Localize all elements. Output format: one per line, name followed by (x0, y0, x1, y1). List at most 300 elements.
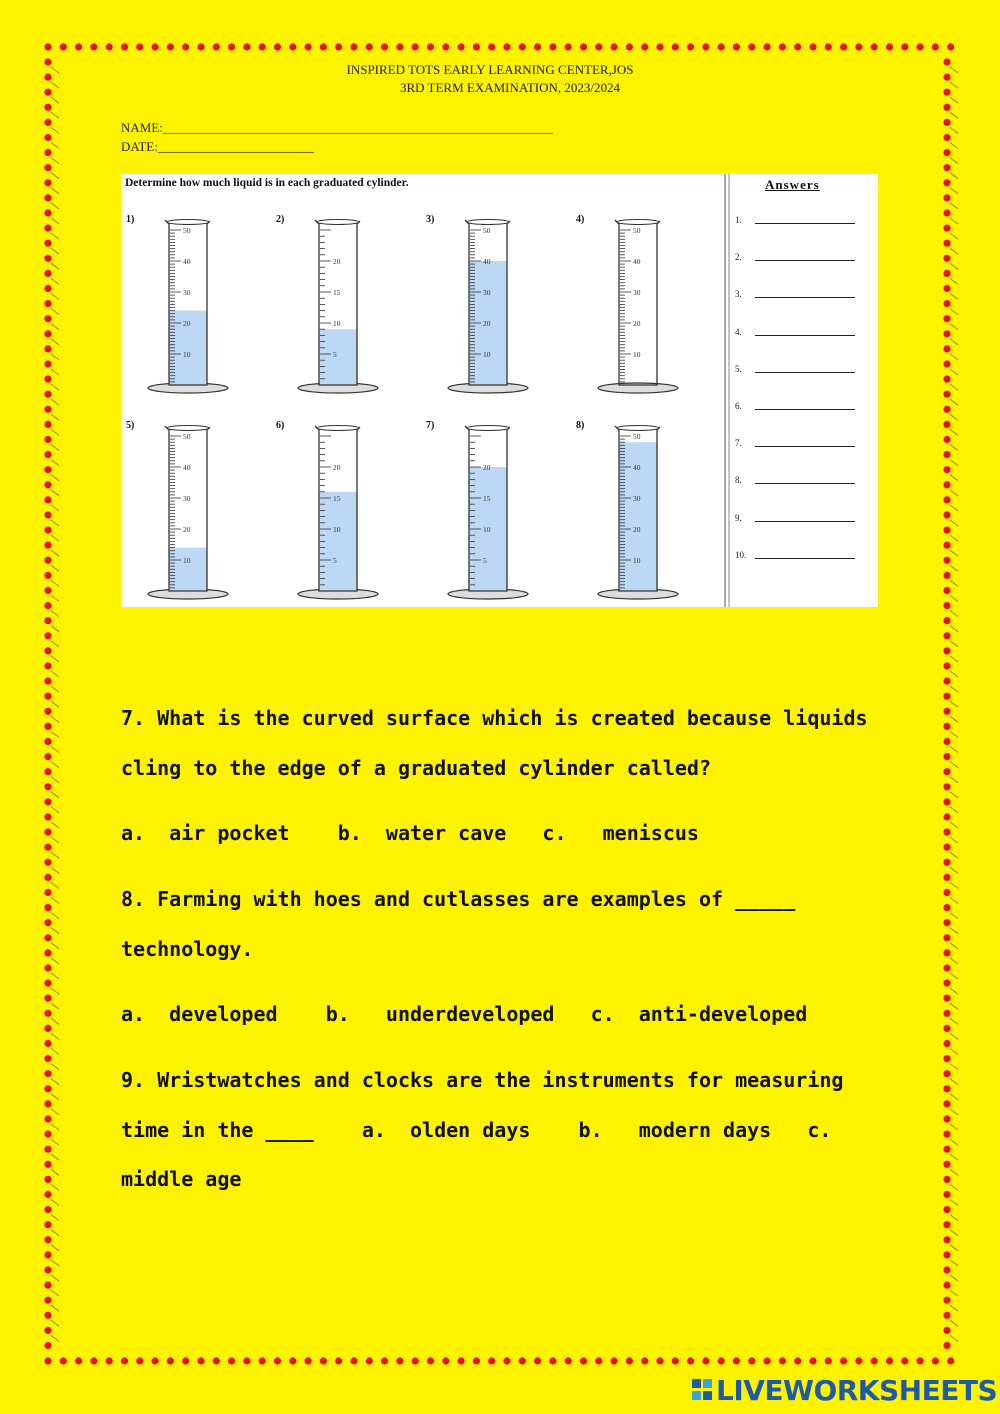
cylinder-tick-label: 10 (333, 319, 341, 328)
border-dash (51, 1018, 59, 1024)
border-dot (943, 300, 950, 307)
border-dash (51, 535, 59, 541)
border-dot (75, 43, 82, 50)
cylinder-label: 4) (576, 214, 585, 225)
cylinder-tick-label: 20 (483, 463, 491, 472)
border-dash (950, 278, 958, 284)
border-dot (44, 798, 51, 805)
border-dot (44, 1025, 51, 1032)
border-dot (901, 43, 908, 50)
border-dash (51, 445, 59, 451)
border-dash (51, 429, 59, 435)
border-dot (44, 1206, 51, 1213)
border-dash (51, 762, 59, 768)
border-dot (943, 708, 950, 715)
answer-blank[interactable] (755, 260, 855, 261)
border-dot (44, 587, 51, 594)
border-dot (855, 1357, 862, 1364)
answer-blank[interactable] (755, 446, 855, 447)
border-dot (611, 43, 618, 50)
border-dash (950, 460, 958, 466)
border-dash (950, 747, 958, 753)
border-dash (51, 1260, 59, 1266)
border-dash (950, 988, 958, 994)
border-dot (809, 1357, 816, 1364)
border-dot (44, 43, 51, 50)
border-dot (458, 1357, 465, 1364)
border-dot (350, 43, 357, 50)
border-dash (950, 490, 958, 496)
border-dot (943, 376, 950, 383)
border-dash (950, 354, 958, 360)
border-dot (396, 1357, 403, 1364)
border-dot (44, 678, 51, 685)
border-dot (44, 315, 51, 322)
border-dot (943, 1040, 950, 1047)
border-dash (51, 898, 59, 904)
liveworksheets-logo[interactable]: LIVEWORKSHEETS (716, 1374, 998, 1407)
border-dash (950, 1335, 958, 1341)
border-dot (595, 1357, 602, 1364)
border-dot (44, 406, 51, 413)
border-dash (51, 1033, 59, 1039)
border-dot (289, 43, 296, 50)
border-dash (950, 369, 958, 375)
border-dot (213, 43, 220, 50)
border-dot (943, 723, 950, 730)
answer-number: 10. (735, 549, 747, 560)
border-dash (950, 686, 958, 692)
border-dot (44, 209, 51, 216)
border-dash (950, 565, 958, 571)
border-dot (943, 632, 950, 639)
border-dash (950, 1049, 958, 1055)
border-dot (565, 1357, 572, 1364)
border-dot (943, 813, 950, 820)
border-dash (51, 1169, 59, 1175)
border-dash (51, 1184, 59, 1190)
border-dash (51, 671, 59, 677)
border-dot (44, 783, 51, 790)
border-dot (565, 43, 572, 50)
border-dot (44, 1221, 51, 1228)
cylinder-tick-label: 50 (633, 432, 641, 441)
border-dash (51, 354, 59, 360)
border-dot (167, 43, 174, 50)
border-dot (943, 496, 950, 503)
border-dot (825, 43, 832, 50)
border-dash (950, 1169, 958, 1175)
border-dash (51, 339, 59, 345)
border-dot (152, 43, 159, 50)
cylinders-figure (121, 174, 878, 607)
cylinder-tick-label: 20 (183, 525, 191, 534)
border-dot (943, 1312, 950, 1319)
border-dot (75, 1357, 82, 1364)
cylinder-rim (167, 220, 209, 225)
name-field[interactable]: NAME:____________________________________________________________ (121, 120, 553, 135)
cylinder-rim (467, 220, 509, 225)
border-dot (44, 481, 51, 488)
border-dot (44, 104, 51, 111)
answer-number: 8. (735, 475, 742, 486)
border-dot (943, 662, 950, 669)
border-dot (350, 1357, 357, 1364)
border-dot (943, 1327, 950, 1334)
border-dot (943, 753, 950, 760)
border-dot (943, 1191, 950, 1198)
border-dash (950, 656, 958, 662)
liveworksheets-logo-icon (690, 1377, 714, 1403)
border-dot (44, 889, 51, 896)
border-dot (943, 1085, 950, 1092)
cylinder-rim (617, 220, 659, 225)
cylinder-tick-label: 20 (633, 319, 641, 328)
cylinder-label: 7) (426, 420, 435, 431)
border-dot (702, 43, 709, 50)
border-dot (44, 542, 51, 549)
border-dot (943, 1251, 950, 1258)
border-dot (733, 43, 740, 50)
cylinder-tick-label: 10 (183, 350, 191, 359)
border-dot (943, 995, 950, 1002)
border-dot (44, 436, 51, 443)
border-dash (950, 580, 958, 586)
border-dot (943, 240, 950, 247)
border-dot (943, 436, 950, 443)
date-field[interactable]: DATE:________________________ (121, 139, 314, 154)
border-dash (950, 1200, 958, 1206)
border-dash (51, 143, 59, 149)
border-dash (950, 762, 958, 768)
cylinder-label: 1) (126, 214, 135, 225)
border-dash (51, 837, 59, 843)
border-dash (950, 203, 958, 209)
border-dash (950, 339, 958, 345)
border-dash (950, 263, 958, 269)
border-dash (950, 943, 958, 949)
border-dash (950, 505, 958, 511)
border-dot (44, 225, 51, 232)
border-dot (626, 43, 633, 50)
border-dash (51, 1335, 59, 1341)
border-dot (943, 1055, 950, 1062)
question-8-line-2: technology. (121, 937, 254, 961)
cylinder-tick-label: 5 (333, 556, 337, 565)
answer-blank[interactable] (755, 521, 855, 522)
border-dash (51, 414, 59, 420)
answer-number: 3. (735, 289, 742, 300)
border-dot (427, 1357, 434, 1364)
border-dot (943, 466, 950, 473)
border-dot (335, 1357, 342, 1364)
cylinder-tick-label: 50 (183, 432, 191, 441)
border-dash (950, 399, 958, 405)
border-dot (943, 617, 950, 624)
border-dash (950, 1320, 958, 1326)
border-dot (580, 43, 587, 50)
border-dot (943, 209, 950, 216)
border-dash (51, 792, 59, 798)
border-dot (44, 919, 51, 926)
border-dash (51, 611, 59, 617)
border-dash (950, 1018, 958, 1024)
border-dot (809, 43, 816, 50)
border-dash (950, 112, 958, 118)
border-dash (950, 475, 958, 481)
border-dash (51, 112, 59, 118)
border-dot (44, 602, 51, 609)
answer-blank[interactable] (755, 297, 855, 298)
border-dot (44, 1085, 51, 1092)
cylinder-tick-label: 5 (333, 350, 337, 359)
border-dash (51, 596, 59, 602)
border-dot (943, 1146, 950, 1153)
border-dash (950, 716, 958, 722)
border-dot (943, 391, 950, 398)
border-dash (950, 852, 958, 858)
border-dash (51, 958, 59, 964)
cylinder-tick-label: 10 (633, 556, 641, 565)
border-dash (950, 1139, 958, 1145)
border-dash (51, 867, 59, 873)
cylinder-tick-label: 20 (333, 257, 341, 266)
border-dash (51, 1230, 59, 1236)
border-dot (748, 1357, 755, 1364)
cylinder-rim (317, 426, 359, 431)
border-dot (943, 859, 950, 866)
border-dot (855, 43, 862, 50)
border-dash (950, 309, 958, 315)
border-dash (950, 731, 958, 737)
border-dot (442, 43, 449, 50)
border-dash (51, 460, 59, 466)
answer-blank[interactable] (755, 558, 855, 559)
border-dash (51, 324, 59, 330)
border-dot (44, 496, 51, 503)
border-dot (943, 647, 950, 654)
border-dash (51, 580, 59, 586)
border-dot (182, 43, 189, 50)
border-dash (950, 550, 958, 556)
border-dash (950, 837, 958, 843)
cylinder-tick-label: 15 (483, 494, 491, 503)
border-dot (943, 768, 950, 775)
border-dash (950, 1275, 958, 1281)
border-dash (950, 867, 958, 873)
border-dot (943, 964, 950, 971)
answer-blank[interactable] (755, 223, 855, 224)
border-dash (950, 701, 958, 707)
border-dot (412, 1357, 419, 1364)
border-dot (44, 980, 51, 987)
question-9-line-3[interactable]: middle age (121, 1167, 242, 1191)
border-dot (44, 859, 51, 866)
border-dot (44, 874, 51, 881)
cylinder-liquid (319, 329, 357, 385)
question-7-line-1: 7. What is the curved surface which is created because liquids (121, 706, 868, 730)
border-dash (950, 1230, 958, 1236)
border-dot (840, 43, 847, 50)
border-dash (51, 1049, 59, 1055)
border-dot (44, 1055, 51, 1062)
border-dash (950, 611, 958, 617)
border-dot (917, 43, 924, 50)
border-dash (51, 822, 59, 828)
border-dot (764, 1357, 771, 1364)
border-dot (381, 43, 388, 50)
border-dot (182, 1357, 189, 1364)
border-dot (534, 43, 541, 50)
border-dot (44, 693, 51, 700)
border-dot (503, 43, 510, 50)
border-dot (442, 1357, 449, 1364)
border-dash (51, 565, 59, 571)
border-dot (458, 43, 465, 50)
border-dot (943, 904, 950, 911)
border-dash (51, 1139, 59, 1145)
border-dot (943, 1297, 950, 1304)
cylinder-tick-label: 30 (483, 288, 491, 297)
border-dot (943, 678, 950, 685)
border-dot (320, 1357, 327, 1364)
answer-number: 1. (735, 215, 742, 225)
border-dot (44, 179, 51, 186)
border-dash (51, 686, 59, 692)
border-dot (672, 43, 679, 50)
border-dash (950, 188, 958, 194)
border-dot (44, 1040, 51, 1047)
border-dot (626, 1357, 633, 1364)
border-dot (366, 1357, 373, 1364)
border-dot (947, 43, 954, 50)
border-dot (943, 285, 950, 292)
border-dot (943, 1025, 950, 1032)
border-dash (51, 263, 59, 269)
border-dot (44, 300, 51, 307)
question-8-options[interactable]: a. developed b. underdeveloped c. anti-developed (121, 1002, 808, 1026)
border-dot (611, 1357, 618, 1364)
border-dash (950, 596, 958, 602)
border-dot (943, 421, 950, 428)
border-dash (51, 882, 59, 888)
border-dot (943, 527, 950, 534)
border-dot (656, 43, 663, 50)
question-9-line-2[interactable]: time in the ____ a. olden days b. modern days c. (121, 1118, 832, 1142)
border-dash (51, 520, 59, 526)
border-dot (44, 1131, 51, 1138)
border-dash (950, 520, 958, 526)
border-dot (943, 572, 950, 579)
answer-blank[interactable] (755, 409, 855, 410)
border-dot (44, 1115, 51, 1122)
border-dot (943, 949, 950, 956)
border-dot (106, 1357, 113, 1364)
border-dash (51, 1320, 59, 1326)
border-dash (51, 550, 59, 556)
border-dash (950, 1033, 958, 1039)
border-dot (943, 330, 950, 337)
border-dash (950, 1064, 958, 1070)
border-dash (950, 233, 958, 239)
border-dot (534, 1357, 541, 1364)
border-dash (950, 1245, 958, 1251)
border-dash (51, 1109, 59, 1115)
border-dot (687, 1357, 694, 1364)
border-dot (943, 874, 950, 881)
answer-number: 4. (735, 326, 742, 337)
border-dot (44, 829, 51, 836)
border-dot (917, 1357, 924, 1364)
border-dot (943, 119, 950, 126)
border-dot (748, 43, 755, 50)
answers-title: Answers (765, 177, 820, 192)
border-dash (51, 716, 59, 722)
border-dash (51, 852, 59, 858)
border-dot (503, 1357, 510, 1364)
border-dash (950, 671, 958, 677)
border-dot (274, 1357, 281, 1364)
border-dot (595, 43, 602, 50)
border-dot (943, 1236, 950, 1243)
border-dash (950, 429, 958, 435)
cylinder-label: 8) (576, 420, 585, 431)
border-dot (44, 1236, 51, 1243)
cylinder-tick-label: 10 (633, 350, 641, 359)
border-dash (950, 626, 958, 632)
border-dash (950, 414, 958, 420)
question-7-options[interactable]: a. air pocket b. water cave c. meniscus (121, 821, 699, 845)
cylinder-tick-label: 30 (633, 494, 641, 503)
border-dot (366, 43, 373, 50)
answer-blank[interactable] (755, 335, 855, 336)
border-dash (950, 1154, 958, 1160)
border-dot (943, 1266, 950, 1273)
border-dot (825, 1357, 832, 1364)
border-dot (412, 43, 419, 50)
border-dash (51, 158, 59, 164)
border-dash (51, 641, 59, 647)
border-dot (943, 255, 950, 262)
answer-blank[interactable] (755, 372, 855, 373)
border-dot (44, 572, 51, 579)
border-dot (44, 964, 51, 971)
border-dash (51, 1124, 59, 1130)
border-dot (121, 43, 128, 50)
border-dash (950, 173, 958, 179)
border-dot (886, 43, 893, 50)
border-dot (197, 43, 204, 50)
border-dot (943, 194, 950, 201)
border-dot (932, 1357, 939, 1364)
cylinder-rim (317, 220, 359, 225)
border-dot (549, 1357, 556, 1364)
border-dot (44, 768, 51, 775)
border-dot (943, 1176, 950, 1183)
border-dash (950, 324, 958, 330)
border-dash (950, 928, 958, 934)
answer-number: 6. (735, 401, 742, 411)
border-dot (44, 345, 51, 352)
border-dash (51, 294, 59, 300)
border-dot (794, 43, 801, 50)
border-dot (932, 43, 939, 50)
border-dot (943, 134, 950, 141)
answer-blank[interactable] (755, 483, 855, 484)
border-dot (44, 647, 51, 654)
border-dash (950, 384, 958, 390)
border-dot (943, 104, 950, 111)
